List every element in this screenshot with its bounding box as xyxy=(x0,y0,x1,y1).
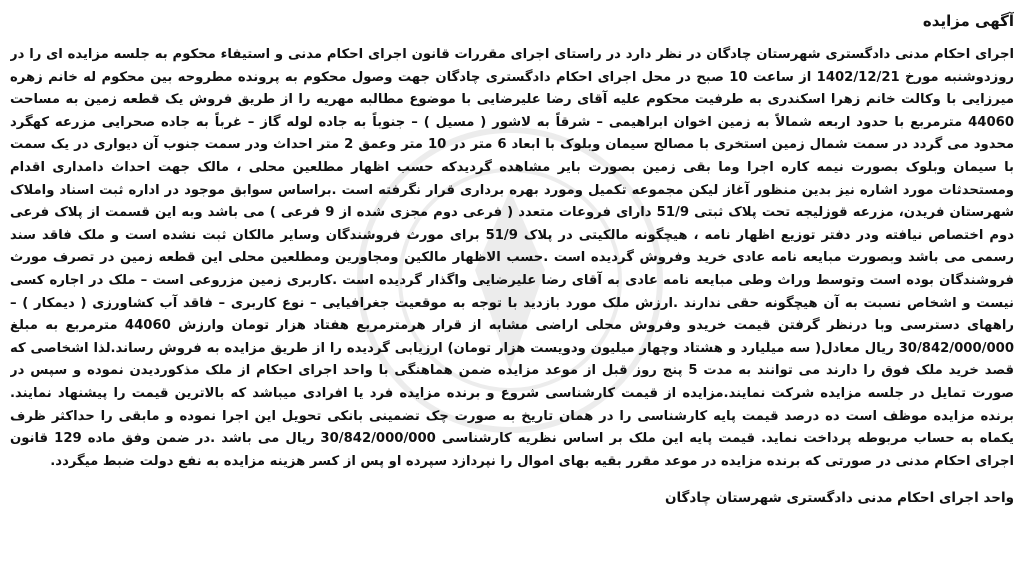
auction-notice xyxy=(10,10,1014,570)
notice-signature: واحد اجرای احکام مدنی دادگستری شهرستان چادگان xyxy=(664,490,1014,507)
notice-title: آگهی مزایده xyxy=(922,12,1014,30)
notice-body: اجرای احکام مدنی دادگستری شهرستان چادگان در نظر دارد در راستای اجرای مقررات قانون اجرای احکام مدنی و استیفاء محکوم به جلسه مزایده ای را در روزدوشنبه مورخ 1402/12/21 از ساعت 10 صبح در محل اجرای احکام دادگستری چادگان جهت وصول محکوم به پرونده مطروحه بین محکوم له خانم زهره میرزایی با وکالت خانم زهرا اسکندری به طرفیت محکوم علیه آقای رضا علیرضایی با موضوع مطالبه مهریه را از طریق فروش یک قطعه زمین به مساحت 44060 مترمربع با حدود اربعه شمالاً به زمین اخوان ابراهیمی – شرقاً به لاشور ( مسیل ) – جنوباً به جاده لوله گاز – غرباً به جاده صحرایی مزرعه کهگرد محدود می گردد در سمت شمال زمین استخری با مصالح سیمان وبلوک با ابعاد 6 متر در 10 متر وعمق 2 متر احداث ودر سمت جنوب آن دیواری در یک سمت با سیمان وبلوک بصورت نیمه کاره اجرا وما بقی زمین بصورت بایر مشاهده گردیدکه حسب اظهار مطلعین محلی ، مالک جهت احداث دامداری اقدام ومستحدثات مورد اشاره نیز بدین منظور آغاز لیکن مجموعه تکمیل ومورد بهره برداری قرار نگرفته است .براساس سوابق موجود در اداره ثبت اسناد واملاک شهرستان فریدن، مزرعه قوزلیجه تحت پلاک ثبتی 51/9 دارای فروعات متعدد ( فرعی دوم مجزی شده از 9 فرعی ) می باشد وبه این قسمت از پلاک فرعی دوم اختصاص نیافته ودر دفتر توزیع اظهار نامه ، هیچگونه مالکیتی در پلاک 51/9 برای مورث فروشندگان وسایر مالکان ثبت نشده است و ملک فاقد سند رسمی می باشد وبصورت مبایعه نامه عادی خرید وفروش گردیده است .حسب الاظهار مالکین ومجاورین ومطلعین محلی این قطعه زمین در تصرف مورث فروشندگان بوده است وتوسط وراث وطی مبایعه نامه عادی به آقای رضا علیرضایی واگذار گردیده است .کاربری زمین مزروعی است – ملک در اجاره کسی نیست و اشخاص نسبت به آن هیچگونه حقی ندارند .ارزش ملک مورد بازدید با توجه به موقعیت جغرافیایی – نوع کاربری – فاقد آب کشاورزی ( دیمکار ) – راههای دسترسی وبا درنظر گرفتن قیمت خریدو وفروش محلی اراضی مشابه از قرار هرمترمربع هفتاد هزار تومان وارزش 44060 مترمربع به مبلغ 30/842/000/000 ریال معادل( سه میلیارد و هشتاد وچهار میلیون ودویست هزار تومان) ارزیابی گردیده را از طریق مزایده به فروش رساند.لذا اشخاصی که قصد خرید ملک فوق را دارند می توانند به مدت 5 پنج روز قبل از موعد مزایده ضمن هماهنگی با واحد اجرای احکام از ملک مذکوردیدن نموده و سپس در صورت تمایل در جلسه مزایده شرکت نمایند.مزایده از قیمت کارشناسی شروع و برنده مزایده فرد یا افرادی میباشد که بالاترین قیمت را پیشنهاد نمایند. برنده مزایده موظف است ده درصد قیمت پایه کارشناسی را در همان تاریخ به صورت چک تضمینی بانکی تحویل این اجرا نموده و مابقی را حداکثر ظرف یکماه به حساب مربوطه پرداخت نماید. قیمت پایه این ملک بر اساس نظریه کارشناسی 30/842/000/000 ریال می باشد .در ضمن وفق ماده 129 قانون اجرای احکام مدنی در صورتی که برنده مزایده در موعد مقرر بقیه بهای اموال را نپردازد سپرده او پس از کسر هزینه مزایده به نفع دولت ضبط میگردد. xyxy=(10,47,1014,469)
